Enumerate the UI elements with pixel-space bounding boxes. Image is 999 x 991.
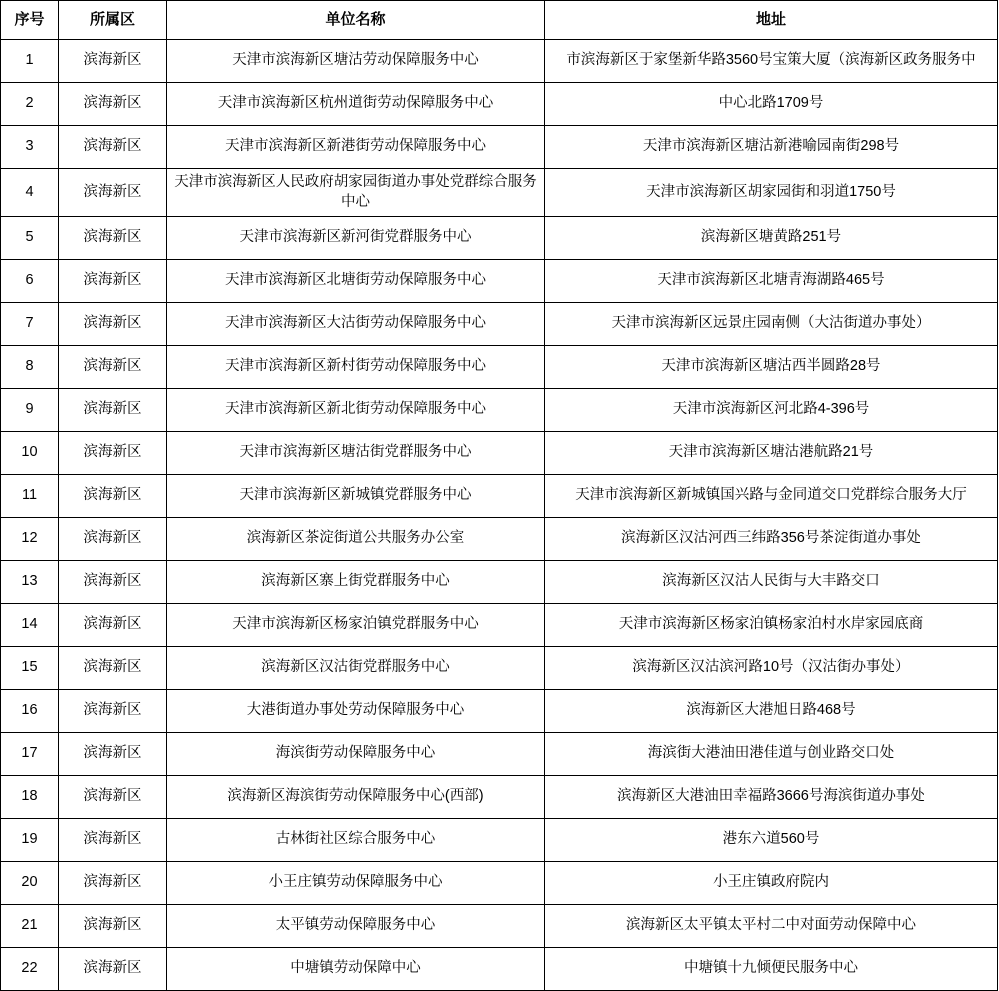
cell-district: 滨海新区	[59, 389, 167, 432]
cell-address: 天津市滨海新区北塘青海湖路465号	[545, 260, 998, 303]
cell-unit: 天津市滨海新区大沽街劳动保障服务中心	[167, 303, 545, 346]
cell-district: 滨海新区	[59, 260, 167, 303]
cell-district: 滨海新区	[59, 475, 167, 518]
cell-unit: 天津市滨海新区新港街劳动保障服务中心	[167, 126, 545, 169]
table-header	[1, 1, 998, 40]
cell-address: 天津市滨海新区远景庄园南侧（大沽街道办事处）	[545, 303, 998, 346]
cell-unit: 天津市滨海新区新村街劳动保障服务中心	[167, 346, 545, 389]
cell-address: 天津市滨海新区新城镇国兴路与金同道交口党群综合服务大厅	[545, 475, 998, 518]
cell-address: 海滨街大港油田港佳道与创业路交口处	[545, 733, 998, 776]
cell-index: 6	[1, 260, 59, 303]
cell-index: 17	[1, 733, 59, 776]
cell-unit: 天津市滨海新区新北街劳动保障服务中心	[167, 389, 545, 432]
cell-index: 18	[1, 776, 59, 819]
cell-index: 14	[1, 604, 59, 647]
cell-unit: 天津市滨海新区北塘街劳动保障服务中心	[167, 260, 545, 303]
table-row	[1, 169, 998, 217]
cell-index: 19	[1, 819, 59, 862]
cell-district: 滨海新区	[59, 604, 167, 647]
cell-index: 21	[1, 905, 59, 948]
cell-district: 滨海新区	[59, 40, 167, 83]
table-row	[1, 905, 998, 948]
table-row	[1, 260, 998, 303]
cell-unit: 海滨街劳动保障服务中心	[167, 733, 545, 776]
cell-unit: 天津市滨海新区新城镇党群服务中心	[167, 475, 545, 518]
cell-unit: 滨海新区汉沽街党群服务中心	[167, 647, 545, 690]
cell-district: 滨海新区	[59, 217, 167, 260]
cell-address: 中心北路1709号	[545, 83, 998, 126]
cell-index: 2	[1, 83, 59, 126]
cell-index: 7	[1, 303, 59, 346]
cell-address: 滨海新区太平镇太平村二中对面劳动保障中心	[545, 905, 998, 948]
cell-address: 中塘镇十九倾便民服务中心	[545, 948, 998, 991]
cell-address: 天津市滨海新区胡家园街和羽道1750号	[545, 169, 998, 217]
table-row	[1, 389, 998, 432]
cell-unit: 滨海新区海滨街劳动保障服务中心(西部)	[167, 776, 545, 819]
cell-district: 滨海新区	[59, 432, 167, 475]
cell-index: 20	[1, 862, 59, 905]
table-row	[1, 690, 998, 733]
cell-index: 4	[1, 169, 59, 217]
table-row	[1, 126, 998, 169]
cell-address: 天津市滨海新区塘沽西半圆路28号	[545, 346, 998, 389]
cell-index: 5	[1, 217, 59, 260]
cell-district: 滨海新区	[59, 303, 167, 346]
cell-address: 天津市滨海新区塘沽新港喻园南街298号	[545, 126, 998, 169]
cell-unit: 古林街社区综合服务中心	[167, 819, 545, 862]
column-header-unit: 单位名称	[167, 1, 545, 40]
column-header-district: 所属区	[59, 1, 167, 40]
cell-district: 滨海新区	[59, 733, 167, 776]
cell-unit: 天津市滨海新区人民政府胡家园街道办事处党群综合服务中心	[167, 169, 545, 217]
table-row	[1, 475, 998, 518]
cell-index: 15	[1, 647, 59, 690]
cell-address: 天津市滨海新区杨家泊镇杨家泊村水岸家园底商	[545, 604, 998, 647]
table-row	[1, 862, 998, 905]
cell-index: 10	[1, 432, 59, 475]
table-row	[1, 561, 998, 604]
cell-unit: 天津市滨海新区杨家泊镇党群服务中心	[167, 604, 545, 647]
table-row	[1, 518, 998, 561]
cell-address: 天津市滨海新区河北路4-396号	[545, 389, 998, 432]
cell-district: 滨海新区	[59, 126, 167, 169]
cell-address: 滨海新区汉沽人民街与大丰路交口	[545, 561, 998, 604]
cell-index: 1	[1, 40, 59, 83]
cell-district: 滨海新区	[59, 346, 167, 389]
cell-index: 9	[1, 389, 59, 432]
cell-address: 天津市滨海新区塘沽港航路21号	[545, 432, 998, 475]
table-body	[1, 40, 998, 991]
table-header-row	[1, 1, 998, 40]
cell-district: 滨海新区	[59, 83, 167, 126]
cell-index: 11	[1, 475, 59, 518]
cell-unit: 太平镇劳动保障服务中心	[167, 905, 545, 948]
cell-district: 滨海新区	[59, 905, 167, 948]
cell-index: 8	[1, 346, 59, 389]
table-row	[1, 948, 998, 991]
table-row	[1, 217, 998, 260]
cell-address: 滨海新区汉沽滨河路10号（汉沽街办事处）	[545, 647, 998, 690]
table-row	[1, 83, 998, 126]
cell-index: 22	[1, 948, 59, 991]
cell-index: 3	[1, 126, 59, 169]
cell-address: 滨海新区大港旭日路468号	[545, 690, 998, 733]
cell-district: 滨海新区	[59, 862, 167, 905]
table-row	[1, 819, 998, 862]
cell-address: 滨海新区塘黄路251号	[545, 217, 998, 260]
cell-unit: 大港街道办事处劳动保障服务中心	[167, 690, 545, 733]
column-header-address: 地址	[545, 1, 998, 40]
cell-unit: 天津市滨海新区杭州道街劳动保障服务中心	[167, 83, 545, 126]
cell-unit: 中塘镇劳动保障中心	[167, 948, 545, 991]
cell-index: 16	[1, 690, 59, 733]
column-header-index: 序号	[1, 1, 59, 40]
table-row	[1, 733, 998, 776]
cell-address: 滨海新区汉沽河西三纬路356号茶淀街道办事处	[545, 518, 998, 561]
cell-unit: 天津市滨海新区新河街党群服务中心	[167, 217, 545, 260]
table-row	[1, 647, 998, 690]
cell-unit: 小王庄镇劳动保障服务中心	[167, 862, 545, 905]
cell-district: 滨海新区	[59, 561, 167, 604]
table-row	[1, 776, 998, 819]
table-row	[1, 346, 998, 389]
cell-district: 滨海新区	[59, 647, 167, 690]
table-row	[1, 604, 998, 647]
table-row	[1, 303, 998, 346]
cell-address: 小王庄镇政府院内	[545, 862, 998, 905]
cell-unit: 滨海新区寨上街党群服务中心	[167, 561, 545, 604]
table-row	[1, 40, 998, 83]
cell-district: 滨海新区	[59, 819, 167, 862]
cell-index: 13	[1, 561, 59, 604]
cell-district: 滨海新区	[59, 948, 167, 991]
table-row	[1, 432, 998, 475]
cell-district: 滨海新区	[59, 776, 167, 819]
cell-district: 滨海新区	[59, 518, 167, 561]
cell-district: 滨海新区	[59, 169, 167, 217]
cell-unit: 天津市滨海新区塘沽街党群服务中心	[167, 432, 545, 475]
cell-address: 滨海新区大港油田幸福路3666号海滨街道办事处	[545, 776, 998, 819]
cell-index: 12	[1, 518, 59, 561]
cell-unit: 天津市滨海新区塘沽劳动保障服务中心	[167, 40, 545, 83]
cell-address: 市滨海新区于家堡新华路3560号宝策大厦（滨海新区政务服务中	[545, 40, 998, 83]
cell-address: 港东六道560号	[545, 819, 998, 862]
cell-district: 滨海新区	[59, 690, 167, 733]
cell-unit: 滨海新区茶淀街道公共服务办公室	[167, 518, 545, 561]
